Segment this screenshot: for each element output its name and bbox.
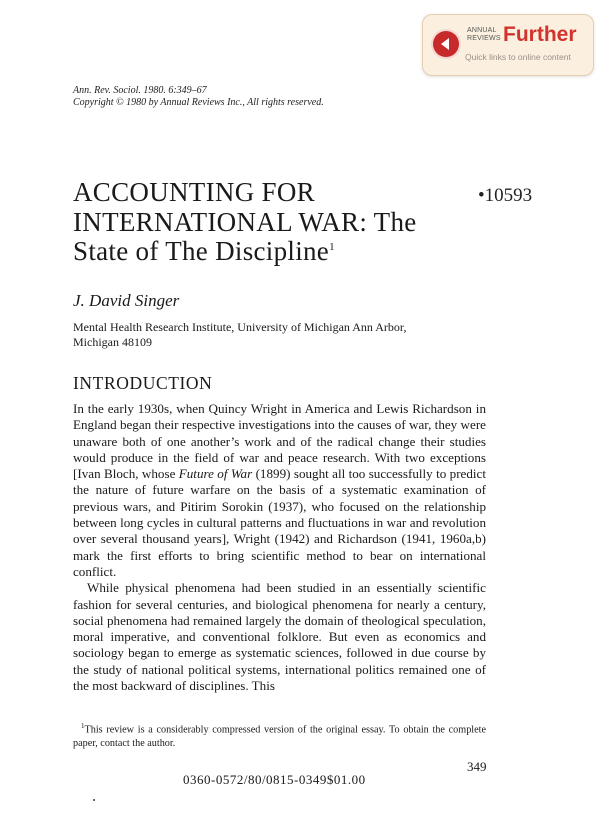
- paragraph-2: While physical phenomena had been studied in an essentially scientific fashion for several centuries, and biological phenomena for nearly a century, social phenomena had remained largely the domain of theological speculation, moral imperative, and conventional folklore. But even as economics and sociology began to emerge as systematic sciences, followed in due course by the study of national political systems, international politics remained one of the most backward of disciplines. This: [73, 580, 486, 694]
- citation-line-1: Ann. Rev. Sociol. 1980. 6:349–67: [73, 85, 207, 96]
- title-line-3: State of The Discipline$^1$: [73, 236, 335, 266]
- further-label: Further: [503, 23, 577, 46]
- annual-reviews-logo: ANNUAL REVIEWS: [467, 27, 501, 42]
- citation-line-2: Copyright © 1980 by Annual Reviews Inc., All rights reserved.: [73, 97, 324, 108]
- footnote: $^1$This review is a considerably compressed version of the original essay. To obtain the complete paper, contact the author.: [73, 722, 486, 749]
- title-footnote-mark: 1: [329, 241, 335, 253]
- scan-dot: [93, 799, 95, 801]
- citation: [73, 85, 324, 109]
- page-number: 349: [467, 759, 487, 774]
- affiliation: Mental Health Research Institute, University of Michigan Ann Arbor, Michigan 48109: [73, 320, 407, 349]
- article-title: [73, 178, 453, 267]
- paragraph-1: In the early 1930s, when Quincy Wright in America and Lewis Richardson in England began their respective investigations into the causes of war, they were unaware both of one another’s work and of the radical change their studies would produce in the field of war and peace research. With two exceptions [Ivan Bloch, whose Future of War (1899) sought all too successfully to predict the nature of future warfare on the basis of a systematic examination of previous wars, and Pitirim Sorokin (1937), who focused on the relationship between long cycles in cultural patterns and fluctuations in war and revolution over several thousand years], Wright (1942) and Richardson (1941, 1960a,b) mark the first efforts to bring scientific method to bear on international conflict.: [73, 401, 486, 579]
- further-badge[interactable]: [422, 14, 594, 76]
- author-name: J. David Singer: [73, 291, 180, 310]
- quick-links-text: Quick links to online content: [465, 52, 571, 62]
- title-line-1: ACCOUNTING FOR: [73, 177, 315, 207]
- title-line-2: INTERNATIONAL WAR: The: [73, 206, 417, 237]
- issn-price: 0360-0572/80/0815-0349$01.00: [183, 772, 366, 787]
- body-text: [73, 401, 486, 694]
- document-number: •10593: [478, 185, 533, 206]
- section-heading: INTRODUCTION: [73, 373, 213, 393]
- footnote-mark: 1: [81, 722, 85, 730]
- back-arrow-icon: [433, 31, 459, 57]
